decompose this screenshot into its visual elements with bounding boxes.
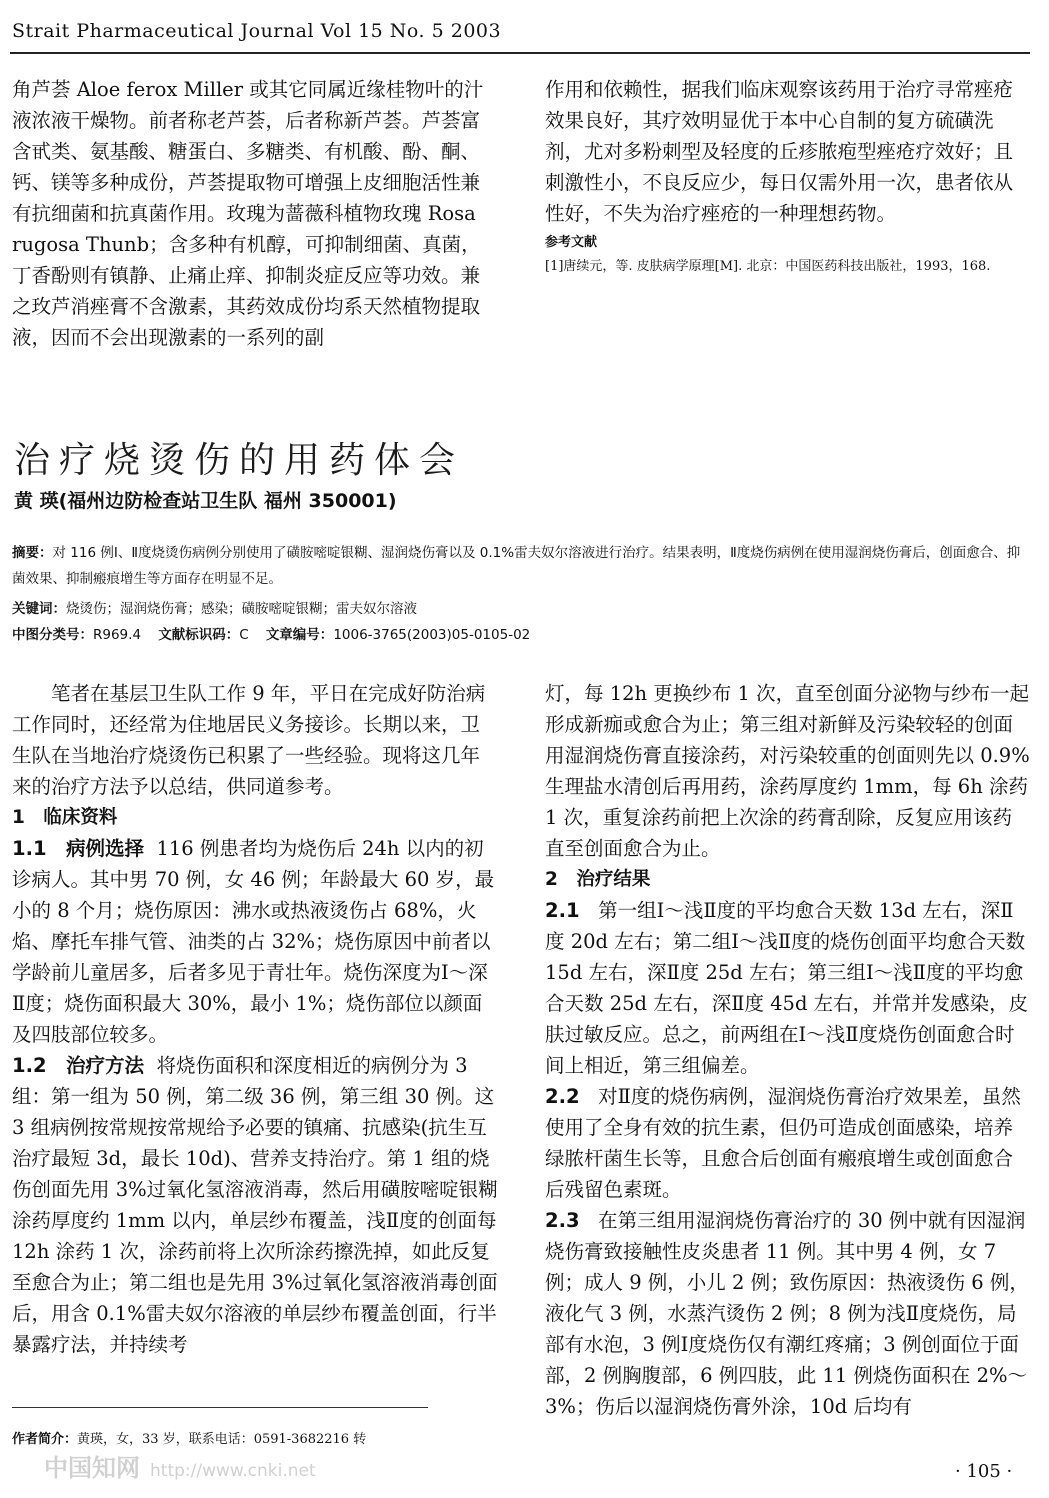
- body-right-column: [545, 678, 1031, 1422]
- header-rule: [10, 52, 1030, 54]
- reference-item: [1]唐续元，等. 皮肤病学原理[M]. 北京：中国医药科技出版社，1993，168.: [545, 259, 991, 274]
- author-footnote: [12, 1428, 366, 1447]
- keywords-text: 烧烫伤；湿润烧伤膏；感染；磺胺嘧啶银糊；雷夫奴尔溶液: [66, 601, 417, 617]
- footnote-text: 黄瑛，女，33 岁，联系电话：0591-3682216 转: [77, 1432, 367, 1447]
- previous-article-right-column: [545, 74, 1031, 279]
- subsection-1-2: [12, 1050, 498, 1360]
- references-heading: 参考文献: [545, 235, 598, 250]
- doc-code-label: 文献标识码：: [158, 627, 240, 643]
- watermark-brand: 中国知网: [44, 1454, 140, 1482]
- abstract: [12, 540, 1030, 592]
- subsection-1-1: [12, 833, 498, 1050]
- watermark-url: http://www.cnki.net: [150, 1461, 316, 1481]
- subsection-2-1-text: 第一组Ⅰ～浅Ⅱ度的平均愈合天数 13d 左右，深Ⅱ度 20d 左右；第二组Ⅰ～浅Ⅱ度的烧伤创面平均愈合天数 15d 左右，深Ⅱ度 25d 左右；第三组Ⅰ～浅Ⅱ度的平均愈合天数 25d 左右，深Ⅱ度 45d 左右，并常并发感染，皮肤过敏反应。总之，前两组在Ⅰ～浅Ⅱ度烧伤创面愈合时间上相近，第三组偏差。: [545, 899, 1029, 1077]
- keywords: [12, 596, 1030, 622]
- continued-paragraph: 灯，每 12h 更换纱布 1 次，直至创面分泌物与纱布一起形成新痂或愈合为止；第三组对新鲜及污染较轻的创面用湿润烧伤膏直接涂药，对污染较重的创面则先以 0.9%生理盐水清创后再用药，涂药厚度约 1mm，每 6h 涂药 1 次，重复涂药前把上次涂的药膏刮除，反复应用该药直至创面愈合为止。: [545, 682, 1030, 860]
- subsection-2-1: [545, 895, 1031, 1081]
- clc-label: 中图分类号：: [12, 627, 93, 643]
- subsection-2-2-text: 对Ⅱ度的烧伤病例，湿润烧伤膏治疗效果差，虽然使用了全身有效的抗生素，但仍可造成创面感染，培养绿脓杆菌生长等，且愈合后创面有瘢痕增生或创面愈合后残留色素斑。: [545, 1085, 1021, 1201]
- subsection-1-1-text: 116 例患者均为烧伤后 24h 以内的初诊病人。其中男 70 例，女 46 例；年龄最大 60 岁，最小的 8 个月；烧伤原因：沸水或热液烫伤占 68%，火焰、摩托车排气管、油类的占 32%；烧伤原因中前者以学龄前儿童居多，后者多见于青壮年。烧伤深度为Ⅰ～深Ⅱ度；烧伤面积最大 30%，最小 1%；烧伤部位以颜面及四肢部位较多。: [12, 837, 495, 1046]
- footnote-label: 作者简介：: [12, 1432, 78, 1447]
- previous-article-left-column: [12, 74, 498, 353]
- section-heading-results: 2 治疗结果: [545, 869, 651, 890]
- abstract-text: 对 116 例Ⅰ、Ⅱ度烧烫伤病例分别使用了磺胺嘧啶银糊、湿润烧伤膏以及 0.1%雷夫奴尔溶液进行治疗。结果表明，Ⅱ度烧伤病例在使用湿润烧伤膏后，创面愈合、抑菌效果、抑制瘢痕增生等方面存在明显不足。: [12, 545, 1021, 587]
- abstract-label: 摘要：: [12, 545, 53, 561]
- previous-article-conclusion: 作用和依赖性，据我们临床观察该药用于治疗寻常痤疮效果良好，其疗效明显优于本中心自制的复方硫磺洗剂，尤对多粉刺型及轻度的丘疹脓疱型痤疮疗效好；且刺激性小，不良反应少，每日仅需外用一次，患者依从性好，不失为治疗痤疮的一种理想药物。: [545, 78, 1014, 225]
- cnki-watermark: [44, 1448, 316, 1483]
- subsection-1-1-heading: 1.1 病例选择: [12, 837, 145, 860]
- keywords-label: 关键词：: [12, 601, 66, 617]
- page-number: · 105 ·: [955, 1461, 1013, 1482]
- body-left-column: [12, 678, 498, 1360]
- journal-header: Strait Pharmaceutical Journal Vol 15 No. 5 2003: [12, 20, 502, 42]
- doc-code-value: C: [239, 627, 249, 643]
- section-heading-clinical-data: 1 临床资料: [12, 807, 118, 828]
- subsection-2-2-heading: 2.2: [545, 1085, 580, 1108]
- subsection-2-1-heading: 2.1: [545, 899, 580, 922]
- article-author: 黄 瑛(福州边防检查站卫生队 福州 350001): [14, 490, 397, 512]
- footnote-rule: [12, 1407, 428, 1408]
- subsection-2-2: [545, 1081, 1031, 1205]
- clc-value: R969.4: [93, 627, 142, 643]
- article-id-label: 文章编号：: [265, 627, 334, 643]
- previous-article-paragraph: 角芦荟 Aloe ferox Miller 或其它同属近缘桂物叶的汁液浓液干燥物。前者称老芦荟，后者称新芦荟。芦荟富含甙类、氨基酸、糖蛋白、多糖类、有机酸、酚、酮、钙、镁等多种成份，芦荟提取物可增强上皮细胞活性兼有抗细菌和抗真菌作用。玫瑰为蔷薇科植物玫瑰 Rosa rugosa Thunb；含多种有机醇，可抑制细菌、真菌，丁香酚则有镇静、止痛止痒、抑制炎症反应等功效。兼之玫芦消痤膏不含激素，其药效成份均系天然植物提取液，因而不会出现激素的一系列的副: [12, 78, 484, 349]
- subsection-2-3-text: 在第三组用湿润烧伤膏治疗的 30 例中就有因湿润烧伤膏致接触性皮炎患者 11 例。其中男 4 例，女 7 例；成人 9 例，小儿 2 例；致伤原因：热液烫伤 6 例，液化气 3 例，水蒸汽烫伤 2 例；8 例为浅Ⅱ度烧伤，局部有水泡，3 例Ⅰ度烧伤仅有潮红疼痛；3 例创面位于面部，2 例胸腹部，6 例四肢，此 11 例烧伤面积在 2%～3%；伤后以湿润烧伤膏外涂，10d 后均有: [545, 1209, 1029, 1418]
- intro-paragraph: 笔者在基层卫生队工作 9 年，平日在完成好防治病工作同时，还经常为住地居民义务接诊。长期以来，卫生队在当地治疗烧烫伤已积累了一些经验。现将这几年来的治疗方法予以总结，供同道参考。: [12, 682, 486, 798]
- subsection-2-3: [545, 1205, 1031, 1422]
- subsection-1-2-text: 将烧伤面积和深度相近的病例分为 3 组：第一组为 50 例，第二级 36 例，第三组 30 例。这 3 组病例按常规按常规给予必要的镇痛、抗感染(抗生互治疗最短 3d，最长 10d)、营养支持治疗。第 1 组的烧伤创面先用 3%过氧化氢溶液消毒，然后用磺胺嘧啶银糊涂药厚度约 1mm 以内，单层纱布覆盖，浅Ⅱ度的创面每 12h 涂药 1 次，涂药前将上次所涂药擦洗掉，如此反复至愈合为止；第二组也是先用 3%过氧化氢溶液消毒创面后，用含 0.1%雷夫奴尔溶液的单层纱布覆盖创面，行半暴露疗法，并持续考: [12, 1054, 498, 1356]
- classification-line: [12, 622, 1030, 648]
- subsection-2-3-heading: 2.3: [545, 1209, 580, 1232]
- article-title: 治疗烧烫伤的用药体会: [14, 440, 465, 481]
- subsection-1-2-heading: 1.2 治疗方法: [12, 1054, 145, 1077]
- article-id-value: 1006-3765(2003)05-0105-02: [333, 627, 531, 643]
